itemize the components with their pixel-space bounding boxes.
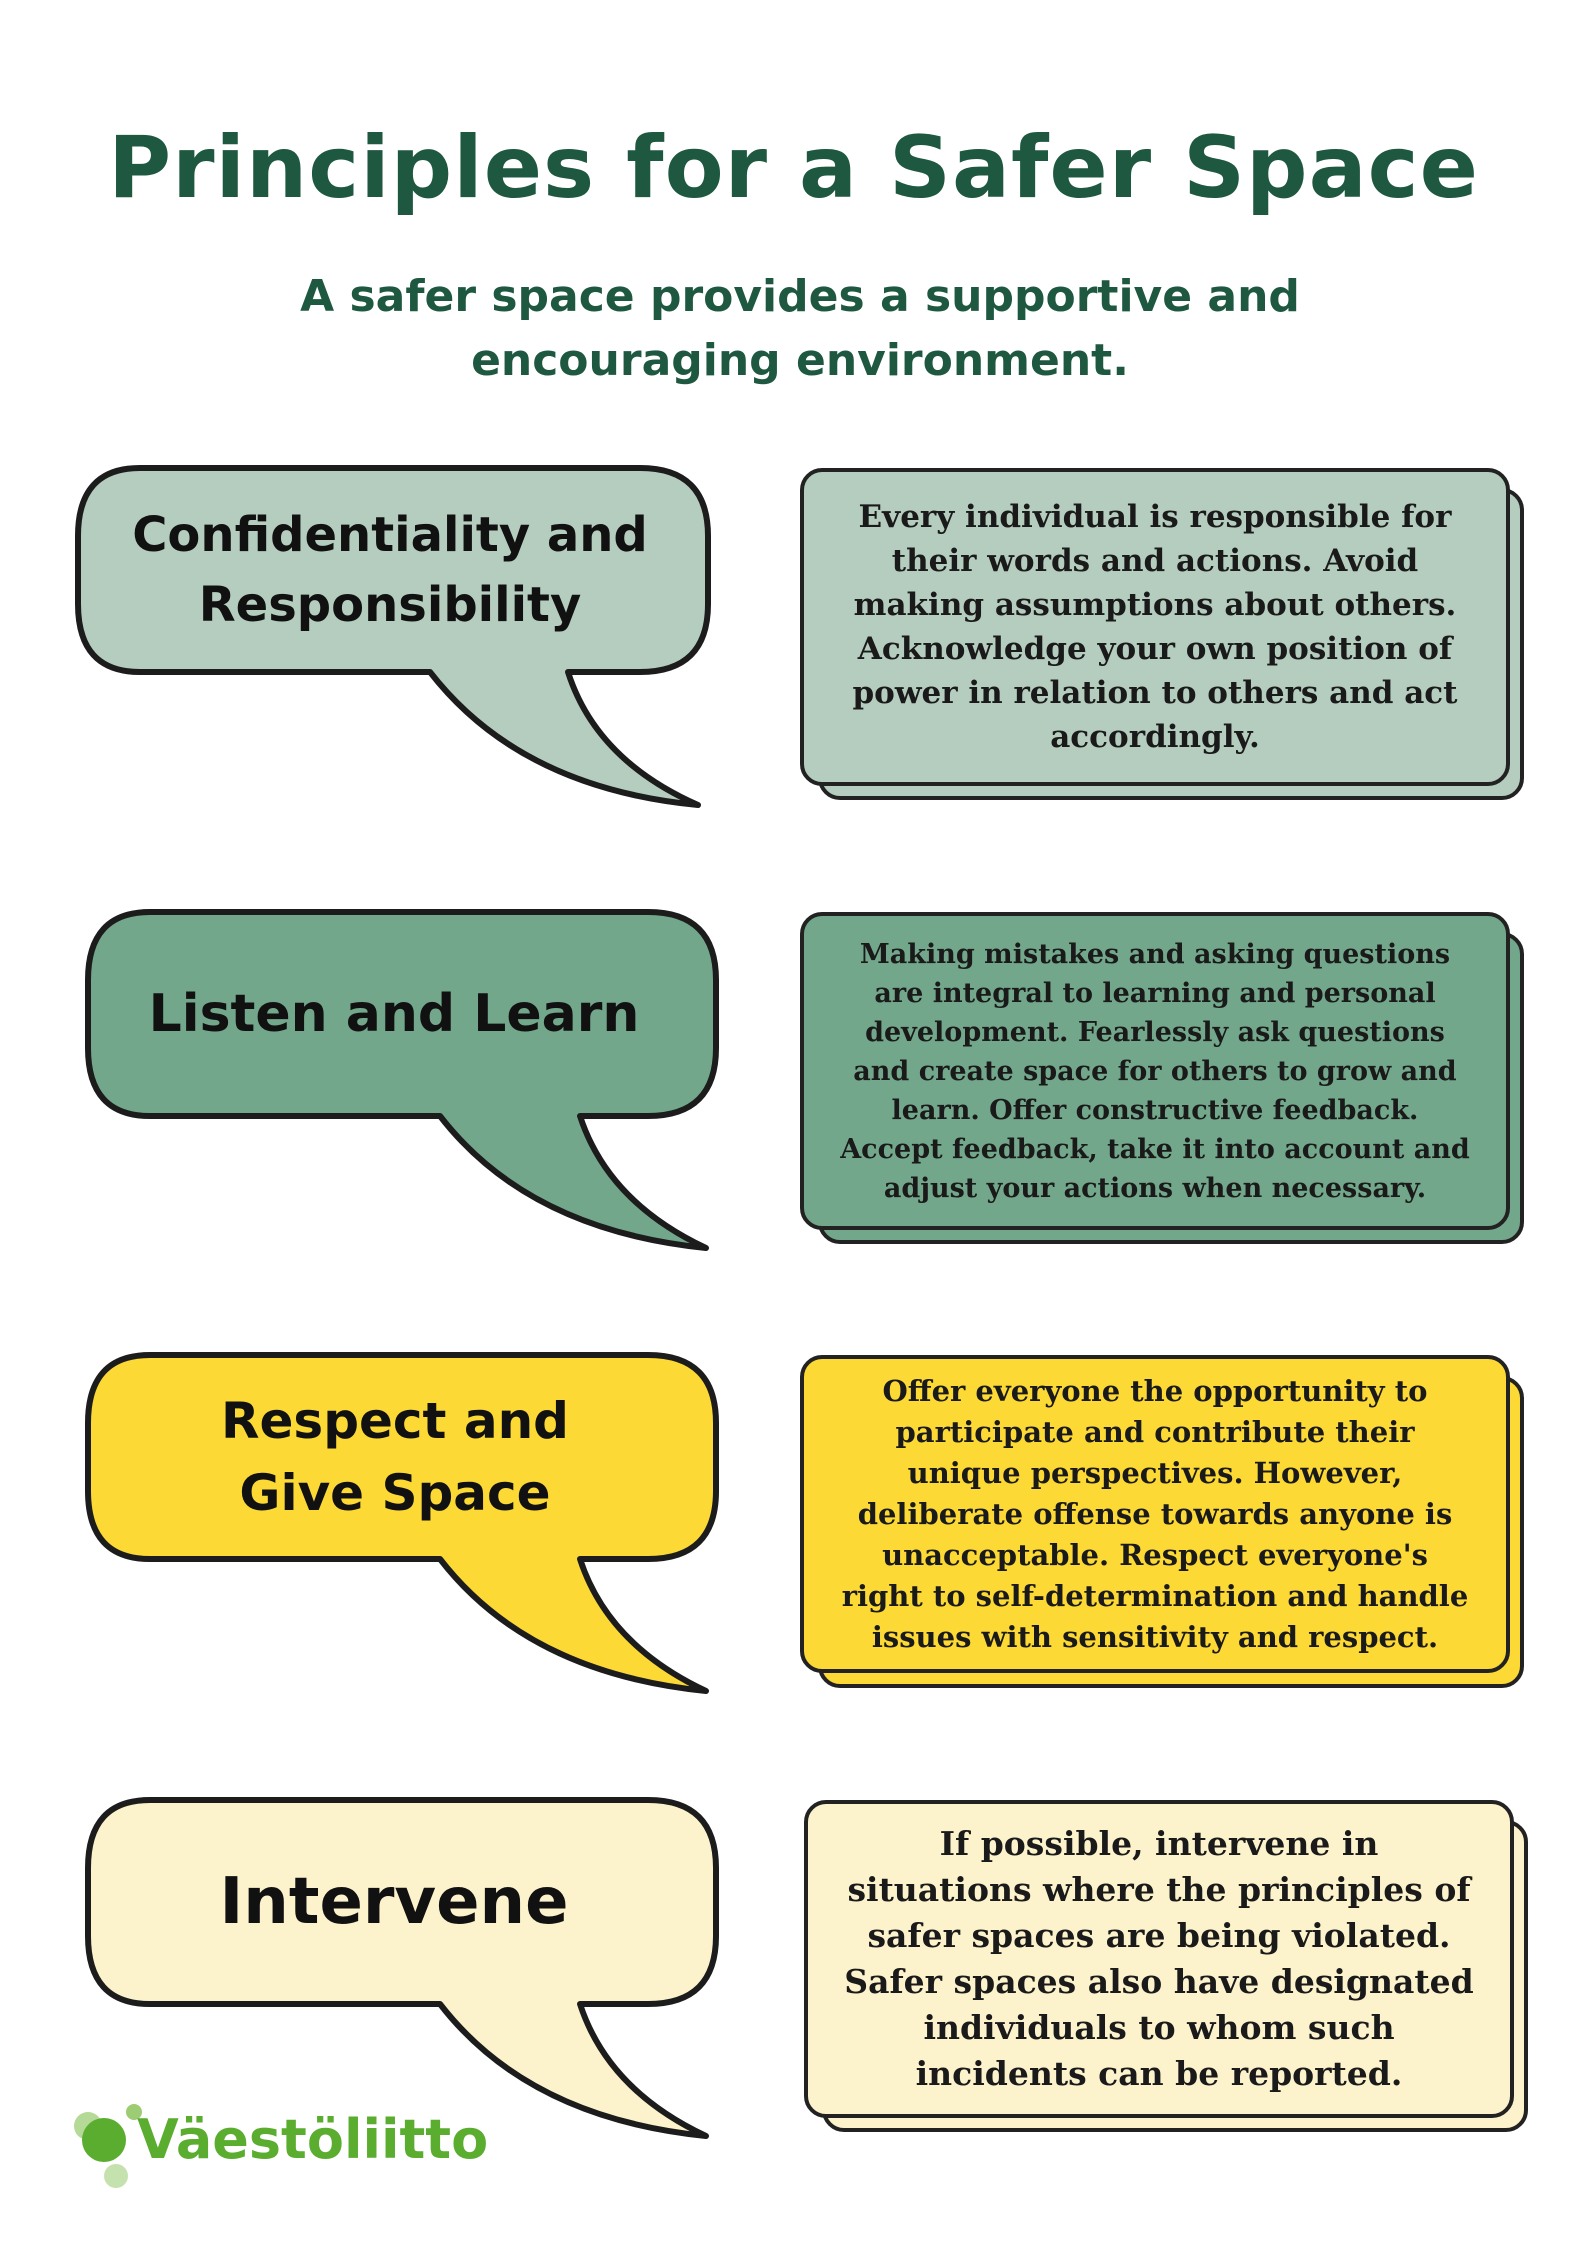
principle-description-listen: Making mistakes and asking questions are integral to learning and personal development. Fearlessly ask questions and create space for others to grow and learn. Offer constructive feedback. Accept feedback, take it into account and adjust your actions when necessary. (800, 912, 1510, 1230)
principle-description-intervene: If possible, intervene in situations where the principles of safer spaces are being violated. Safer spaces also have designated individuals to whom such incidents can be reported. (804, 1800, 1514, 2118)
principle-label-confidentiality: Confidentiality and Responsibility (132, 507, 648, 633)
principle-label-listen: Listen and Learn (148, 984, 640, 1044)
page-title: Principles for a Safer Space (108, 118, 1479, 218)
principle-description-respect: Offer everyone the opportunity to participate and contribute their unique perspectives. However, deliberate offense towards anyone is unacceptable. Respect everyone's right to self-determination and handle issues with sensitivity and respect. (800, 1355, 1510, 1673)
page-subtitle: A safer space provides a supportive and encouraging environment. (300, 271, 1300, 386)
principle-description-confidentiality: Every individual is responsible for their words and actions. Avoid making assumptions about others. Acknowledge your own position of power in relation to others and act accordingly. (800, 468, 1510, 786)
principle-label-respect: Respect and Give Space (221, 1392, 569, 1522)
principle-label-intervene: Intervene (219, 1865, 569, 1939)
logo-text: Väestöliitto (137, 2108, 489, 2171)
